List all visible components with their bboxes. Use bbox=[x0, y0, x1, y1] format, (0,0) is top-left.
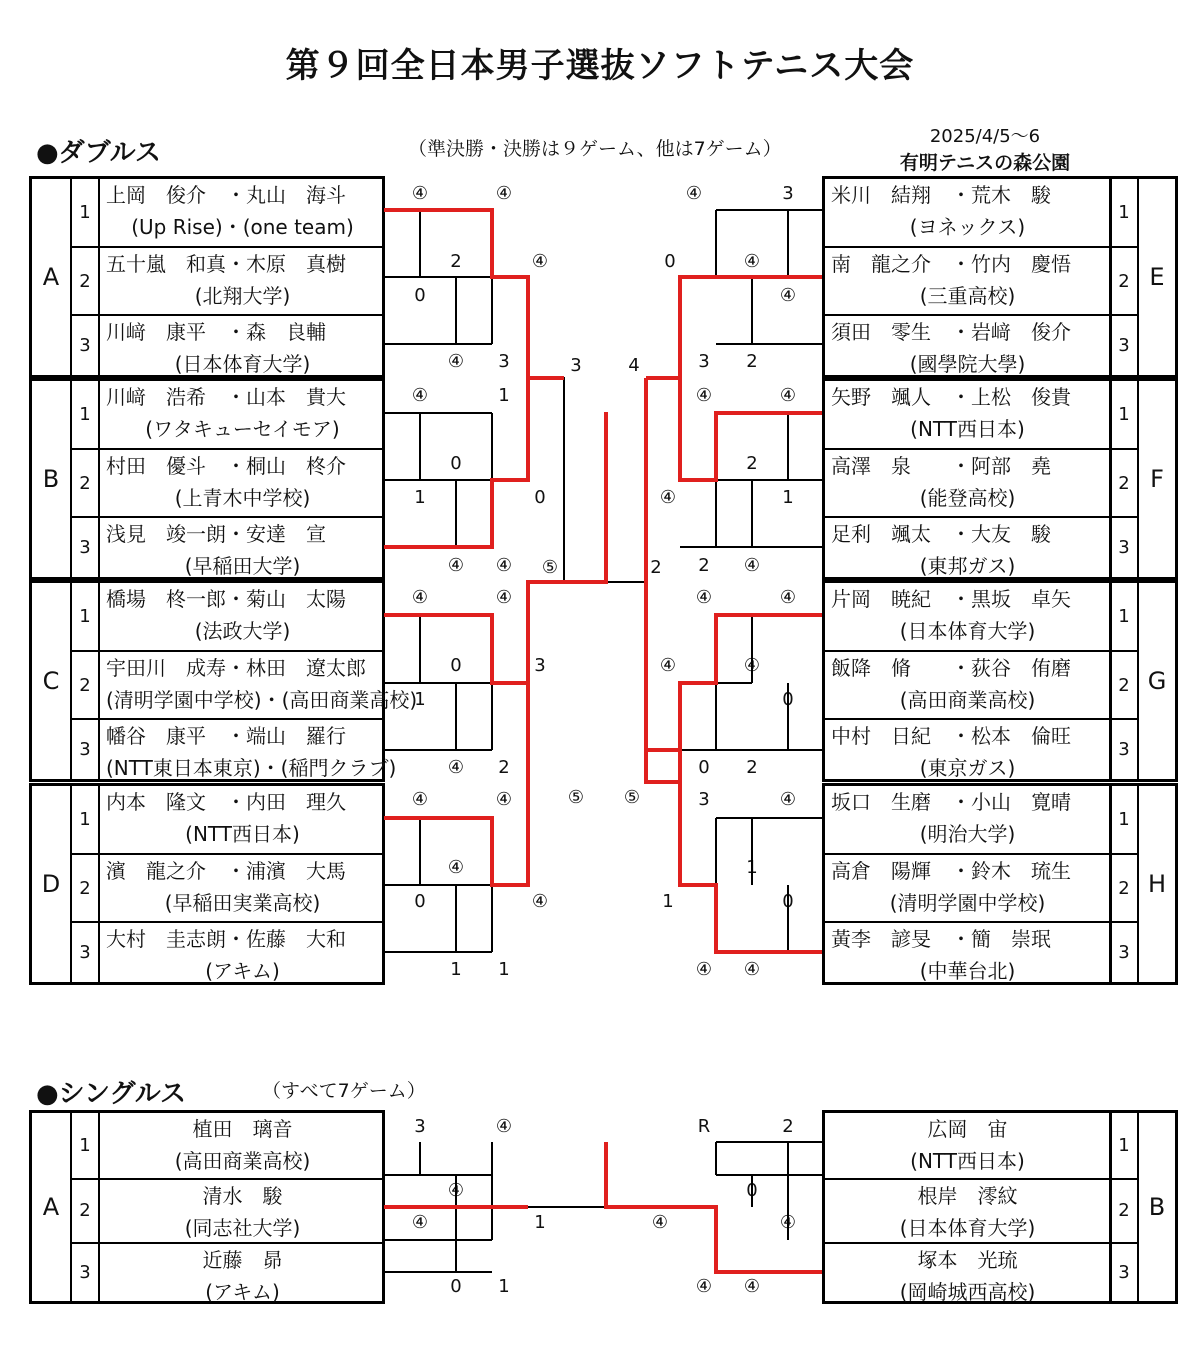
game-score: 1 bbox=[782, 487, 794, 508]
game-score: ④ bbox=[447, 351, 465, 372]
game-score: ④ bbox=[743, 1276, 761, 1297]
game-score: ⑤ bbox=[541, 557, 559, 578]
pair-names: 川﨑 浩希 ・山本 貴大 bbox=[106, 385, 346, 409]
player-name: 塚本 光琉 bbox=[917, 1248, 1018, 1272]
team-name: (中華台北) bbox=[919, 958, 1016, 983]
game-score: 1 bbox=[450, 959, 462, 980]
entry-number: 1 bbox=[70, 583, 98, 650]
team-name: (早稲田実業高校) bbox=[164, 891, 321, 916]
entry-number: 1 bbox=[1109, 381, 1137, 448]
group-label: A bbox=[42, 1192, 60, 1221]
game-score: 1 bbox=[746, 857, 758, 878]
pair-names: 大村 圭志朗・佐藤 大和 bbox=[106, 926, 346, 951]
team-name: (NTT東日本東京)・(稲門クラブ) bbox=[106, 755, 397, 780]
entry-number: 2 bbox=[1109, 650, 1137, 717]
player-name: 近藤 昴 bbox=[202, 1248, 283, 1272]
page-title: 第９回全日本男子選抜ソフトテニス大会 bbox=[285, 46, 915, 86]
game-score: ④ bbox=[779, 789, 797, 810]
entry-number: 1 bbox=[70, 1113, 98, 1178]
entry-number: 2 bbox=[1109, 853, 1137, 920]
entry-number: 2 bbox=[1109, 448, 1137, 515]
event-date: 2025/4/5～6 bbox=[929, 126, 1041, 147]
game-score: ④ bbox=[495, 789, 513, 810]
game-score: ④ bbox=[447, 757, 465, 778]
game-score: ④ bbox=[411, 1212, 429, 1233]
group-label: C bbox=[42, 667, 60, 696]
team-name: (アキム) bbox=[205, 1280, 280, 1304]
pair-names: 飯降 脩 ・荻谷 侑磨 bbox=[831, 656, 1071, 681]
pair-names: 須田 零生 ・岩﨑 俊介 bbox=[831, 319, 1071, 344]
entry-number: 2 bbox=[70, 1178, 98, 1243]
game-score: ④ bbox=[651, 1212, 669, 1233]
game-score: ④ bbox=[411, 385, 429, 406]
group-label: A bbox=[42, 263, 60, 292]
pair-names: 南 龍之介 ・竹内 慶悟 bbox=[831, 252, 1071, 277]
game-score: ④ bbox=[685, 183, 703, 204]
team-name: (東京ガス) bbox=[919, 755, 1016, 780]
group-label: B bbox=[42, 465, 60, 494]
singles-heading: ●シングルス bbox=[36, 1079, 186, 1109]
group-label: B bbox=[1137, 1113, 1175, 1301]
team-name: (上青木中学校) bbox=[174, 486, 311, 511]
team-name: (ワタキューセイモア) bbox=[145, 417, 340, 441]
entry-number: 3 bbox=[1109, 1242, 1137, 1301]
team-name: (高田商業高校) bbox=[899, 688, 1036, 713]
game-score: 0 bbox=[698, 757, 710, 778]
game-score: 3 bbox=[698, 351, 710, 372]
game-score: 1 bbox=[414, 487, 426, 508]
game-score: ④ bbox=[411, 789, 429, 810]
game-score: ④ bbox=[447, 555, 465, 576]
group-label: H bbox=[1137, 786, 1175, 982]
game-score: 3 bbox=[534, 655, 546, 676]
pair-names: 村田 優斗 ・桐山 柊介 bbox=[106, 454, 346, 479]
team-name: (同志社大学) bbox=[184, 1215, 301, 1240]
singles-note: （すべて7ゲーム） bbox=[262, 1080, 426, 1102]
game-score: ④ bbox=[447, 1180, 465, 1201]
pair-names: 浅見 竣一朗・安達 宣 bbox=[106, 521, 326, 546]
team-name: (東邦ガス) bbox=[919, 553, 1016, 578]
entry-number: 3 bbox=[1109, 921, 1137, 982]
pair-names: 内本 隆文 ・内田 理久 bbox=[106, 790, 346, 814]
entry-number: 2 bbox=[70, 448, 98, 515]
doubles-heading: ●ダブルス bbox=[36, 138, 161, 168]
pair-names: 坂口 生磨 ・小山 寛晴 bbox=[831, 790, 1071, 814]
team-name: (岡崎城西高校) bbox=[899, 1280, 1036, 1304]
game-score: ④ bbox=[447, 857, 465, 878]
game-score: ④ bbox=[695, 587, 713, 608]
game-score: ④ bbox=[743, 655, 761, 676]
entry-number: 3 bbox=[70, 516, 98, 577]
game-score: ④ bbox=[695, 1276, 713, 1297]
pair-names: 宇田川 成寿・林田 遼太郎 bbox=[106, 656, 366, 681]
game-score: 0 bbox=[534, 487, 546, 508]
pair-names: 中村 日紀 ・松本 倫旺 bbox=[831, 723, 1071, 748]
pair-names: 橋場 柊一郎・菊山 太陽 bbox=[106, 587, 346, 611]
game-score: ④ bbox=[779, 285, 797, 306]
game-score: 1 bbox=[498, 1276, 510, 1297]
pair-names: 米川 結翔 ・荒木 駿 bbox=[831, 183, 1051, 207]
entry-number: 3 bbox=[1109, 516, 1137, 577]
player-name: 広岡 宙 bbox=[927, 1117, 1008, 1141]
game-score: 2 bbox=[498, 757, 510, 778]
entry-number: 3 bbox=[70, 921, 98, 982]
pair-names: 高澤 泉 ・阿部 堯 bbox=[831, 454, 1051, 479]
team-name: (早稲田大学) bbox=[184, 553, 301, 578]
game-score: ④ bbox=[411, 587, 429, 608]
entry-number: 1 bbox=[70, 786, 98, 853]
game-score: 1 bbox=[498, 959, 510, 980]
team-name: (法政大学) bbox=[194, 619, 291, 643]
group-label: F bbox=[1137, 381, 1175, 577]
game-score: ④ bbox=[411, 183, 429, 204]
entry-number: 1 bbox=[70, 179, 98, 246]
game-score: ④ bbox=[495, 1116, 513, 1137]
entry-number: 1 bbox=[1109, 786, 1137, 853]
game-score: 2 bbox=[650, 557, 662, 578]
game-score: ④ bbox=[495, 587, 513, 608]
entry-number: 2 bbox=[70, 246, 98, 313]
team-name: (能登高校) bbox=[919, 486, 1016, 511]
game-score: ④ bbox=[495, 183, 513, 204]
game-score: 0 bbox=[664, 251, 676, 272]
game-score: ④ bbox=[743, 959, 761, 980]
entry-number: 3 bbox=[70, 718, 98, 779]
entry-number: 3 bbox=[70, 1242, 98, 1301]
game-score: 2 bbox=[782, 1116, 794, 1137]
game-score: 0 bbox=[450, 1276, 462, 1297]
pair-names: 上岡 俊介 ・丸山 海斗 bbox=[106, 183, 346, 207]
team-name: (高田商業高校) bbox=[174, 1149, 311, 1173]
game-score: 0 bbox=[414, 891, 426, 912]
doubles-note: （準決勝・決勝は９ゲーム、他は7ゲーム） bbox=[408, 138, 782, 160]
game-score: 0 bbox=[782, 891, 794, 912]
game-score: R bbox=[697, 1116, 711, 1137]
team-name: (三重高校) bbox=[919, 284, 1016, 309]
event-venue: 有明テニスの森公園 bbox=[899, 152, 1071, 174]
game-score: 3 bbox=[414, 1116, 426, 1137]
game-score: ④ bbox=[743, 251, 761, 272]
entry-number: 2 bbox=[70, 853, 98, 920]
game-score: ④ bbox=[531, 891, 549, 912]
team-name: (日本体育大学) bbox=[174, 351, 311, 376]
team-name: (明治大学) bbox=[919, 822, 1016, 846]
team-name: (清明学園中学校)・(高田商業高校) bbox=[106, 688, 418, 713]
pair-names: 濱 龍之介 ・浦濱 大馬 bbox=[106, 859, 346, 884]
game-score: ④ bbox=[695, 385, 713, 406]
game-score: 0 bbox=[414, 285, 426, 306]
pair-names: 川﨑 康平 ・森 良輔 bbox=[106, 319, 326, 344]
entry-number: 1 bbox=[1109, 179, 1137, 246]
game-score: 3 bbox=[782, 183, 794, 204]
game-score: 0 bbox=[450, 453, 462, 474]
team-name: (日本体育大学) bbox=[899, 1215, 1036, 1240]
game-score: 2 bbox=[746, 757, 758, 778]
game-score: ④ bbox=[779, 587, 797, 608]
player-name: 清水 駿 bbox=[202, 1183, 283, 1208]
game-score: ④ bbox=[779, 1212, 797, 1233]
player-name: 植田 璃音 bbox=[192, 1117, 293, 1141]
game-score: 0 bbox=[450, 655, 462, 676]
game-score: ④ bbox=[695, 959, 713, 980]
entry-number: 1 bbox=[70, 381, 98, 448]
game-score: 4 bbox=[628, 355, 640, 376]
team-name: (ヨネックス) bbox=[909, 215, 1026, 239]
game-score: ⑤ bbox=[623, 787, 641, 808]
team-name: (Up Rise)・(one team) bbox=[131, 215, 354, 239]
entry-number: 1 bbox=[1109, 583, 1137, 650]
team-name: (NTT西日本) bbox=[185, 822, 300, 846]
entry-number: 3 bbox=[1109, 718, 1137, 779]
game-score: 3 bbox=[570, 355, 582, 376]
team-name: (NTT西日本) bbox=[910, 417, 1025, 441]
game-score: ⑤ bbox=[567, 787, 585, 808]
game-score: ④ bbox=[659, 487, 677, 508]
entry-number: 2 bbox=[1109, 246, 1137, 313]
group-label: E bbox=[1137, 179, 1175, 375]
entry-number: 1 bbox=[1109, 1113, 1137, 1178]
game-score: 0 bbox=[746, 1180, 758, 1201]
game-score: ④ bbox=[495, 555, 513, 576]
game-score: 3 bbox=[698, 789, 710, 810]
game-score: ④ bbox=[659, 655, 677, 676]
game-score: ④ bbox=[743, 555, 761, 576]
pair-names: 片岡 暁紀 ・黒坂 卓矢 bbox=[831, 587, 1071, 611]
group-label: G bbox=[1137, 583, 1175, 779]
game-score: 1 bbox=[662, 891, 674, 912]
team-name: (清明学園中学校) bbox=[889, 891, 1046, 916]
team-name: (日本体育大学) bbox=[899, 619, 1036, 643]
team-name: (北翔大学) bbox=[194, 284, 291, 309]
game-score: 0 bbox=[782, 689, 794, 710]
game-score: 1 bbox=[534, 1212, 546, 1233]
entry-number: 2 bbox=[70, 650, 98, 717]
player-name: 根岸 澪紋 bbox=[917, 1183, 1018, 1208]
entry-number: 2 bbox=[1109, 1178, 1137, 1243]
game-score: ④ bbox=[531, 251, 549, 272]
pair-names: 足利 颯太 ・大友 駿 bbox=[831, 521, 1051, 546]
game-score: 1 bbox=[414, 689, 426, 710]
pair-names: 五十嵐 和真・木原 真樹 bbox=[106, 252, 346, 277]
team-name: (アキム) bbox=[205, 958, 280, 983]
team-name: (國學院大學) bbox=[909, 351, 1026, 376]
group-label: D bbox=[41, 870, 61, 899]
team-name: (NTT西日本) bbox=[910, 1149, 1025, 1173]
pair-names: 幡谷 康平 ・端山 羅行 bbox=[106, 723, 346, 748]
game-score: 1 bbox=[498, 385, 510, 406]
game-score: 2 bbox=[698, 555, 710, 576]
game-score: ④ bbox=[779, 385, 797, 406]
entry-number: 3 bbox=[70, 314, 98, 375]
pair-names: 黃李 諺旻 ・簡 崇珉 bbox=[831, 926, 1051, 951]
pair-names: 高倉 陽輝 ・鈴木 琉生 bbox=[831, 859, 1071, 884]
entry-number: 3 bbox=[1109, 314, 1137, 375]
game-score: 3 bbox=[498, 351, 510, 372]
game-score: 2 bbox=[450, 251, 462, 272]
game-score: 2 bbox=[746, 453, 758, 474]
game-score: 2 bbox=[746, 351, 758, 372]
pair-names: 矢野 颯人 ・上松 俊貴 bbox=[831, 385, 1071, 409]
